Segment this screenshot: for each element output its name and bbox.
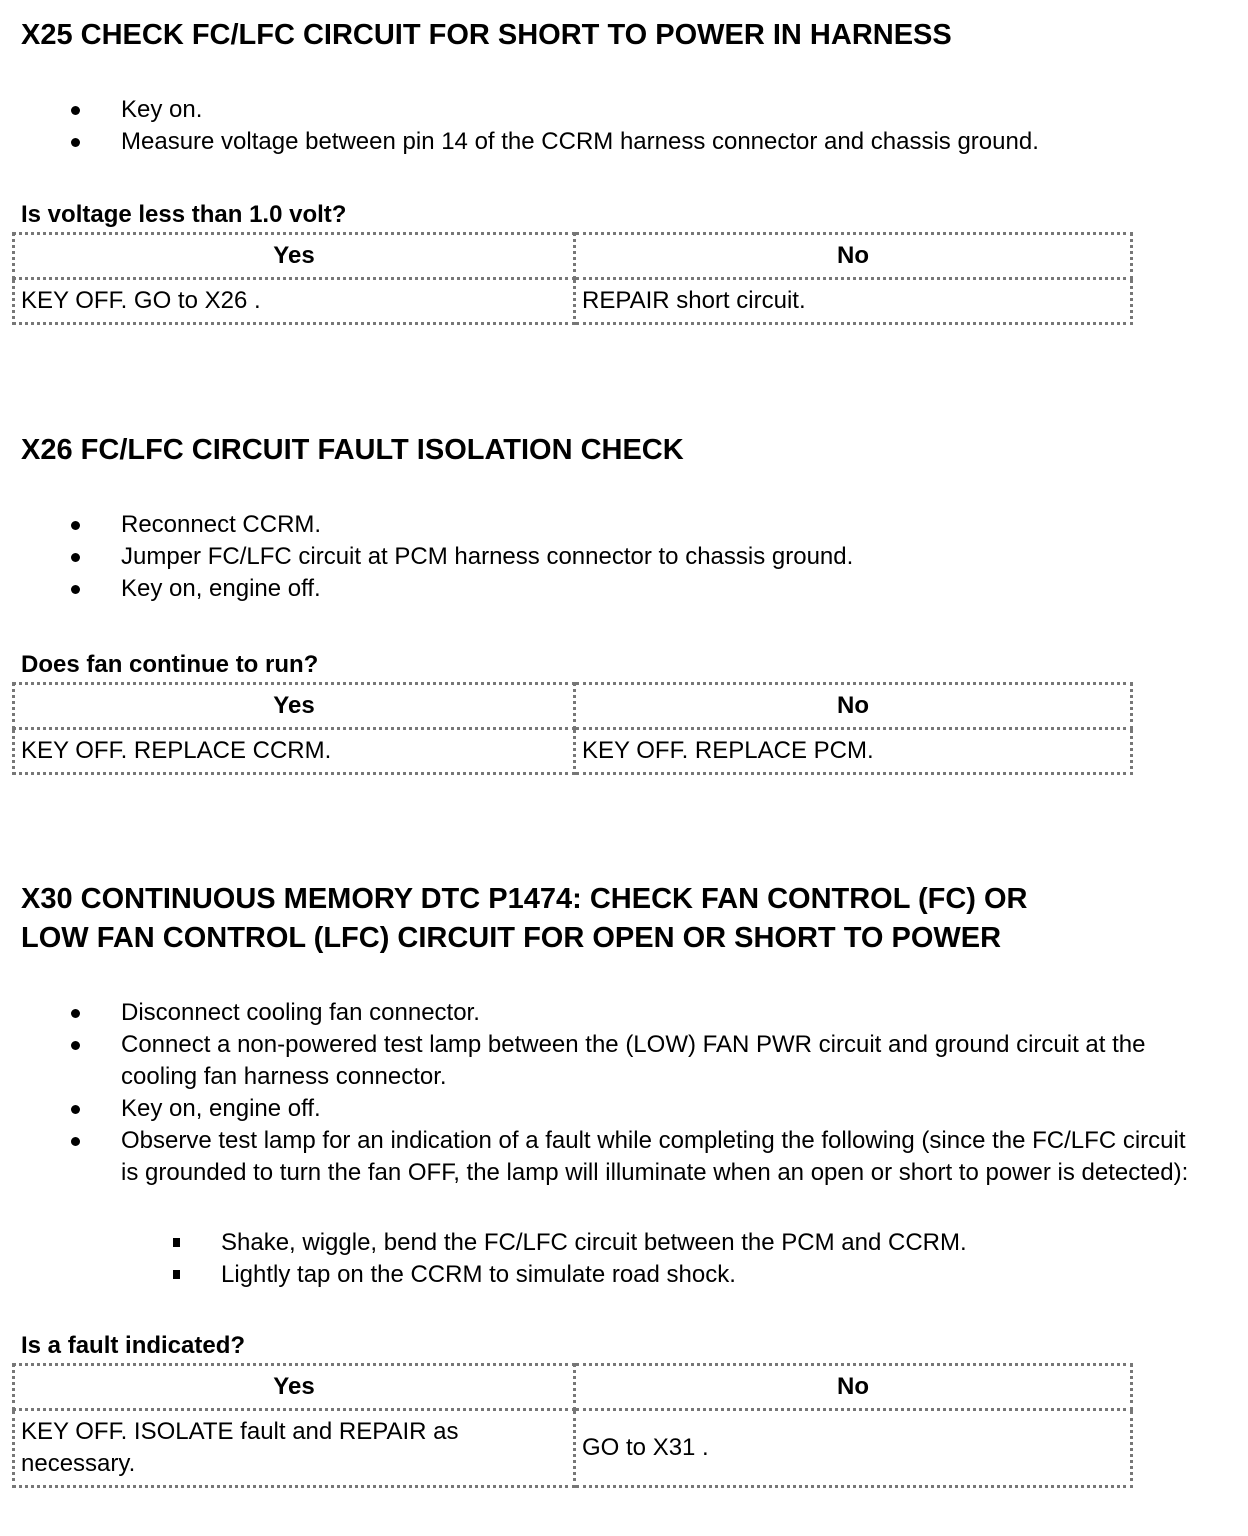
question-x25: Is voltage less than 1.0 volt?: [21, 201, 347, 228]
steps-list-x30: [0, 997, 1201, 1189]
yes-no-table-x26: [12, 682, 1133, 775]
yes-no-table-x25: [12, 232, 1133, 325]
cell-no: GO to X31 .: [575, 1410, 1132, 1487]
substep-item: Lightly tap on the CCRM to simulate road shock.: [0, 1259, 1248, 1291]
cell-yes: KEY OFF. ISOLATE fault and REPAIR as necessary.: [14, 1410, 575, 1487]
header-yes: Yes: [14, 684, 575, 729]
header-no: No: [575, 234, 1132, 279]
section-heading-x30-line2: LOW FAN CONTROL (LFC) CIRCUIT FOR OPEN OR SHORT TO POWER: [21, 922, 1002, 954]
bullet-icon: [71, 106, 80, 115]
substep-item: Shake, wiggle, bend the FC/LFC circuit between the PCM and CCRM.: [0, 1227, 1248, 1259]
cell-no: KEY OFF. REPLACE PCM.: [575, 729, 1132, 774]
bullet-icon: [71, 1105, 80, 1114]
bullet-icon: [71, 553, 80, 562]
bullet-icon: [71, 1041, 80, 1050]
cell-no: REPAIR short circuit.: [575, 279, 1132, 324]
step-item: Connect a non-powered test lamp between the (LOW) FAN PWR circuit and ground circuit at the cooling fan harness connector.: [0, 1029, 1201, 1093]
section-heading-x30-line1: X30 CONTINUOUS MEMORY DTC P1474: CHECK FAN CONTROL (FC) OR: [21, 883, 1028, 915]
bullet-icon: [71, 1137, 80, 1146]
step-item: Reconnect CCRM.: [0, 509, 1201, 541]
header-no: No: [575, 684, 1132, 729]
step-item: Observe test lamp for an indication of a fault while completing the following (since the FC/LFC circuit is grounded to turn the fan OFF, the lamp will illuminate when an open or short to power is detected):: [0, 1125, 1201, 1189]
step-item: Key on.: [0, 94, 1201, 126]
cell-yes: KEY OFF. GO to X26 .: [14, 279, 575, 324]
bullet-icon: [71, 521, 80, 530]
step-item: Key on, engine off.: [0, 1093, 1201, 1125]
step-item: Disconnect cooling fan connector.: [0, 997, 1201, 1029]
step-item: Measure voltage between pin 14 of the CCRM harness connector and chassis ground.: [0, 126, 1201, 158]
step-item: Jumper FC/LFC circuit at PCM harness connector to chassis ground.: [0, 541, 1201, 573]
header-no: No: [575, 1365, 1132, 1410]
steps-list-x25: [0, 94, 1201, 158]
section-heading-x26: X26 FC/LFC CIRCUIT FAULT ISOLATION CHECK: [21, 434, 684, 466]
header-yes: Yes: [14, 1365, 575, 1410]
steps-list-x26: [0, 509, 1201, 605]
question-x26: Does fan continue to run?: [21, 651, 319, 678]
yes-no-table-x30: [12, 1363, 1133, 1488]
section-heading-x25: X25 CHECK FC/LFC CIRCUIT FOR SHORT TO POWER IN HARNESS: [21, 19, 952, 51]
bullet-icon: [71, 1009, 80, 1018]
bullet-icon: [71, 585, 80, 594]
substeps-list-x30: [0, 1227, 1248, 1291]
square-bullet-icon: [173, 1270, 180, 1279]
header-yes: Yes: [14, 234, 575, 279]
cell-yes: KEY OFF. REPLACE CCRM.: [14, 729, 575, 774]
square-bullet-icon: [173, 1238, 180, 1247]
bullet-icon: [71, 138, 80, 147]
question-x30: Is a fault indicated?: [21, 1332, 246, 1359]
step-item: Key on, engine off.: [0, 573, 1201, 605]
